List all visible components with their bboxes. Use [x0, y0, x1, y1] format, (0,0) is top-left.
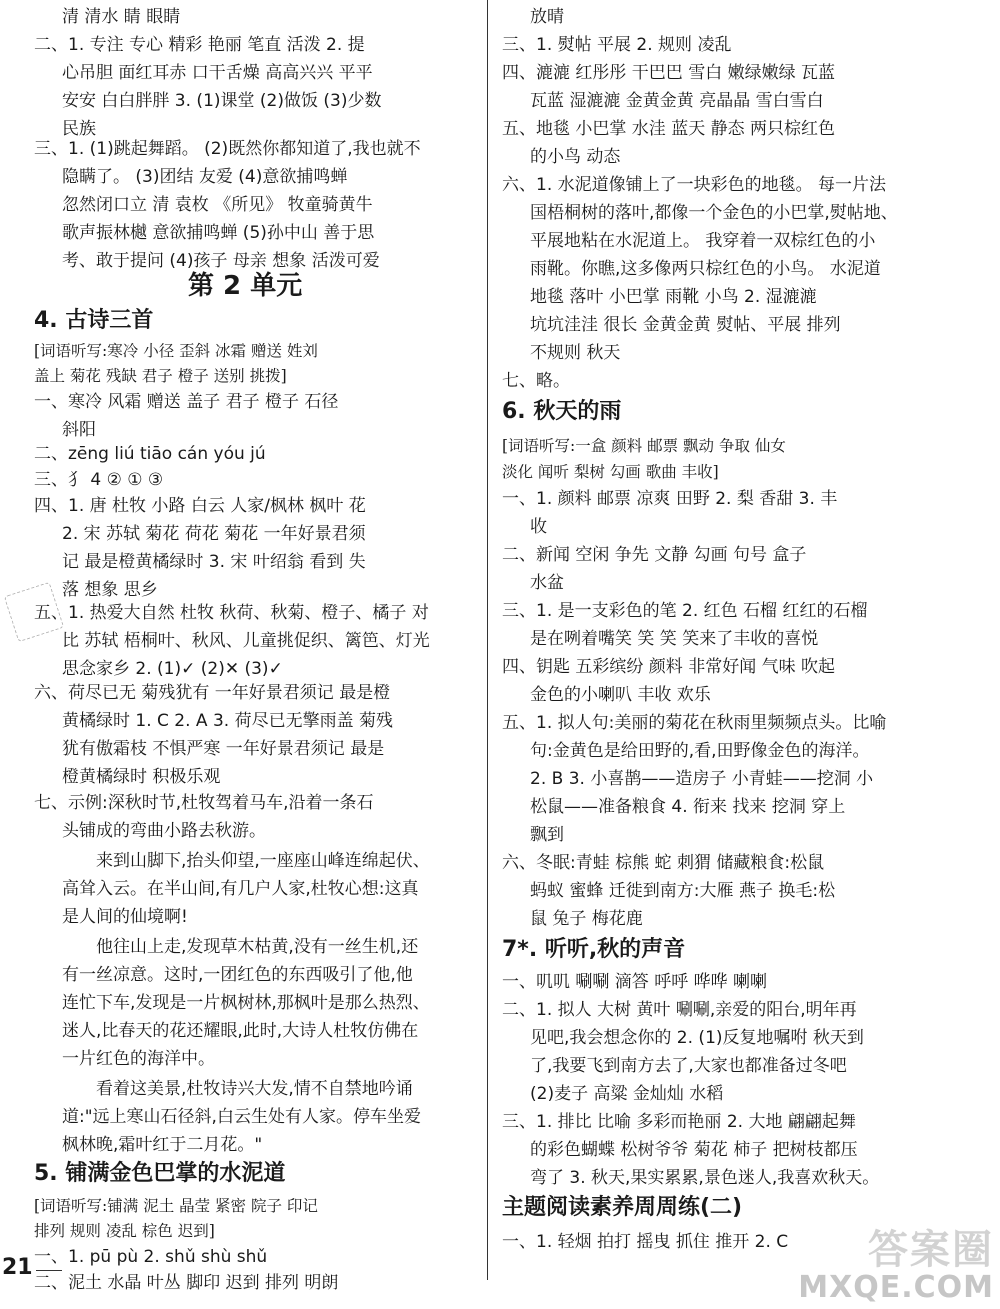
faint-stamp [4, 582, 64, 642]
answer-line: 收 [530, 517, 547, 537]
answer-line: 是在咧着嘴笑 笑 笑 笑来了丰收的喜悦 [530, 629, 819, 649]
answer-line: 金色的小喇叭 丰收 欢乐 [530, 685, 711, 705]
lesson-heading: 7*. 听听,秋的声音 [502, 937, 686, 962]
answer-line: 句:金黄色是给田野的,看,田野像金色的海洋。 [530, 741, 870, 761]
answer-line: 了,我要飞到南方去了,大家也都准备过冬吧 [530, 1056, 847, 1076]
answer-line: 三、1. 是一支彩色的笔 2. 红色 石榴 红红的石榴 [502, 601, 868, 621]
answer-line: 七、略。 [502, 371, 570, 391]
column-divider [487, 0, 488, 1280]
answer-line: 头铺成的弯曲小路去秋游。 [62, 821, 266, 841]
answer-line: 水盆 [530, 573, 564, 593]
answer-line: 坑坑洼洼 很长 金黄金黄 熨帖、平展 排列 [530, 315, 841, 335]
answer-line: 六、1. 水泥道像铺上了一块彩色的地毯。 每一片法 [502, 175, 887, 195]
answer-line: 落 想象 思乡 [62, 580, 158, 600]
answer-line: 四、1. 唐 杜牧 小路 白云 人家/枫林 枫叶 花 [34, 496, 366, 516]
answer-line: 忽然闭口立 清 袁枚 《所见》 牧童骑黄牛 [62, 195, 373, 215]
answer-line: 三、犭 4 ② ① ③ [34, 470, 164, 490]
answer-line: 枫林晚,霜叶红于二月花。" [62, 1135, 263, 1155]
answer-line: 犹有傲霜枝 不惧严寒 一年好景君须记 最是 [62, 739, 385, 759]
answer-line: 一、1. pū pù 2. shǔ shù shǔ [34, 1247, 268, 1267]
dictation-line: 盖上 菊花 残缺 君子 橙子 送别 挑拨] [34, 367, 287, 385]
lesson-heading: 6. 秋天的雨 [502, 399, 622, 424]
dictation-line: 淡化 闻听 梨树 勾画 歌曲 丰收] [502, 463, 719, 481]
answer-line: 不规则 秋天 [530, 343, 621, 363]
answer-line: 高耸入云。在半山间,有几户人家,杜牧心想:这真 [62, 879, 419, 899]
answer-line: 比 苏轼 梧桐叶、秋风、儿童挑促织、篱笆、灯光 [62, 631, 430, 651]
page-number: 21 [2, 1255, 33, 1280]
dictation-line: [词语听写:铺满 泥土 晶莹 紧密 院子 印记 [34, 1197, 318, 1215]
answer-line: 二、zēng liú tiāo cán yóu jú [34, 444, 266, 464]
answer-line: 思念家乡 2. (1)✓ (2)✕ (3)✓ [62, 659, 283, 679]
answer-line: 四、漉漉 红彤彤 干巴巴 雪白 嫩绿嫩绿 瓦蓝 [502, 63, 836, 83]
answer-line: 三、1. (1)跳起舞蹈。 (2)既然你都知道了,我也就不 [34, 139, 421, 159]
watermark-top-text: 答案圈 [868, 1227, 994, 1273]
unit-heading: 第 2 单元 [188, 271, 303, 301]
answer-line: 飘到 [530, 825, 564, 845]
answer-line: 他往山上走,发现草木枯黄,没有一丝生机,还 [96, 937, 419, 957]
answer-line: 连忙下车,发现是一片枫树林,那枫叶是那么热烈、 [62, 993, 430, 1013]
answer-line: 松鼠——准备粮食 4. 衔来 找来 挖洞 穿上 [530, 797, 846, 817]
answer-line: 清 清水 睛 眼睛 [62, 7, 181, 27]
lesson-heading: 4. 古诗三首 [34, 308, 154, 333]
answer-line: 六、冬眠:青蛙 棕熊 蛇 刺猬 储藏粮食:松鼠 [502, 853, 825, 873]
answer-line: 记 最是橙黄橘绿时 3. 宋 叶绍翁 看到 失 [62, 552, 366, 572]
answer-line: 弯了 3. 秋天,果实累累,景色迷人,我喜欢秋天。 [530, 1168, 880, 1188]
answer-line: 七、示例:深秋时节,杜牧驾着马车,沿着一条石 [34, 793, 374, 813]
answer-line: 黄橘绿时 1. C 2. A 3. 荷尽已无擎雨盖 菊残 [62, 711, 393, 731]
answer-line: 二、新闻 空闲 争先 文静 勾画 句号 盒子 [502, 545, 807, 565]
answer-line: 2. 宋 苏轼 菊花 荷花 菊花 一年好景君须 [62, 524, 366, 544]
answer-line: 蚂蚁 蜜蜂 迁徙到南方:大雁 燕子 换毛:松 [530, 881, 836, 901]
answer-line: 二、1. 专注 专心 精彩 艳丽 笔直 活泼 2. 提 [34, 35, 365, 55]
answer-line: 一、寒冷 风霜 赠送 盖子 君子 橙子 石径 [34, 392, 339, 412]
answer-line: 国梧桐树的落叶,都像一个金色的小巴掌,熨帖地、 [530, 203, 898, 223]
answer-line: 瓦蓝 湿漉漉 金黄金黄 亮晶晶 雪白雪白 [530, 91, 824, 111]
answer-line: 有一丝凉意。这时,一团红色的东西吸引了他,他 [62, 965, 413, 985]
answer-line: 二、泥土 水晶 叶丛 脚印 迟到 排列 明朗 [34, 1273, 339, 1293]
answer-line: 三、1. 排比 比喻 多彩而艳丽 2. 大地 翩翩起舞 [502, 1112, 856, 1132]
answer-line: (2)麦子 高粱 金灿灿 水稻 [530, 1084, 724, 1104]
answer-line: 隐瞒了。 (3)团结 友爱 (4)意欲捕鸣蝉 [62, 167, 348, 187]
answer-line: 五、1. 热爱大自然 杜牧 秋荷、秋菊、橙子、橘子 对 [34, 603, 429, 623]
answer-line: 斜阳 [62, 420, 96, 440]
answer-line: 二、1. 拟人 大树 黄叶 唰唰,亲爱的阳台,明年再 [502, 1000, 857, 1020]
page-number-rule [36, 1270, 62, 1271]
answer-line: 考、敢于提问 (4)孩子 母亲 想象 活泼可爱 [62, 251, 380, 271]
answer-line: 见吧,我会想念你的 2. (1)反复地嘱咐 秋天到 [530, 1028, 864, 1048]
answer-line: 一、1. 轻烟 拍打 摇曳 抓住 推开 2. C [502, 1232, 789, 1252]
answer-line: 放晴 [530, 7, 564, 27]
answer-line: 歌声振林樾 意欲捕鸣蝉 (5)孙中山 善于思 [62, 223, 375, 243]
answer-line: 来到山脚下,抬头仰望,一座座山峰连绵起伏、 [96, 851, 430, 871]
answer-line: 雨靴。你瞧,这多像两只棕红色的小鸟。 水泥道 [530, 259, 881, 279]
lesson-heading: 5. 铺满金色巴掌的水泥道 [34, 1161, 286, 1186]
answer-line: 五、地毯 小巴掌 水洼 蓝天 静态 两只棕红色 [502, 119, 836, 139]
answer-line: 四、钥匙 五彩缤纷 颜料 非常好闻 气味 吹起 [502, 657, 836, 677]
answer-line: 橙黄橘绿时 积极乐观 [62, 767, 221, 787]
answer-line: 一、1. 颜料 邮票 凉爽 田野 2. 梨 香甜 3. 丰 [502, 489, 838, 509]
dictation-line: [词语听写:一盒 颜料 邮票 飘动 争取 仙女 [502, 437, 786, 455]
answer-line: 迷人,比春天的花还耀眼,此时,大诗人杜牧仿佛在 [62, 1021, 419, 1041]
answer-line: 的小鸟 动态 [530, 147, 621, 167]
watermark-url-text: MXQE.COM [798, 1270, 994, 1305]
lesson-heading: 主题阅读素养周周练(二) [502, 1195, 743, 1220]
dictation-line: 排列 规则 凌乱 棕色 迟到] [34, 1222, 215, 1240]
answer-line: 心吊胆 面红耳赤 口干舌燥 高高兴兴 平平 [62, 63, 373, 83]
answer-line: 是人间的仙境啊! [62, 907, 188, 927]
answer-line: 三、1. 熨帖 平展 2. 规则 凌乱 [502, 35, 732, 55]
answer-line: 2. B 3. 小喜鹊——造房子 小青蛙——挖洞 小 [530, 769, 874, 789]
answer-line: 一、叽叽 唰唰 滴答 呼呼 哗哗 喇喇 [502, 972, 768, 992]
answer-line: 五、1. 拟人句:美丽的菊花在秋雨里频频点头。比喻 [502, 713, 887, 733]
answer-line: 鼠 兔子 梅花鹿 [530, 909, 643, 929]
watermark-logo [798, 1212, 1000, 1309]
dictation-line: [词语听写:寒冷 小径 歪斜 冰霜 赠送 姓刘 [34, 342, 318, 360]
answer-line: 道:"远上寒山石径斜,白云生处有人家。停车坐爱 [62, 1107, 421, 1127]
answer-line: 民族 [62, 119, 96, 139]
answer-line: 一片红色的海洋中。 [62, 1049, 215, 1069]
answer-line: 看着这美景,杜牧诗兴大发,情不自禁地吟诵 [96, 1079, 413, 1099]
answer-line: 六、荷尽已无 菊残犹有 一年好景君须记 最是橙 [34, 683, 391, 703]
answer-line: 平展地粘在水泥道上。 我穿着一双棕红色的小 [530, 231, 876, 251]
answer-line: 的彩色蝴蝶 松树爷爷 菊花 柿子 把树枝都压 [530, 1140, 858, 1160]
answer-line: 安安 白白胖胖 3. (1)课堂 (2)做饭 (3)少数 [62, 91, 382, 111]
answer-line: 地毯 落叶 小巴掌 雨靴 小鸟 2. 湿漉漉 [530, 287, 817, 307]
